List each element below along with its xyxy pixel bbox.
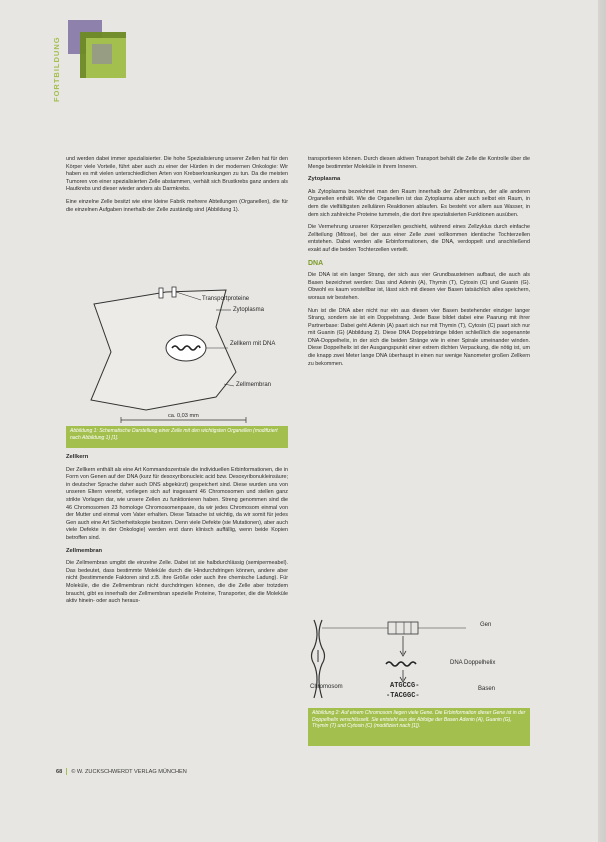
label-scale: ca. 0,03 mm [168, 413, 199, 419]
label-double-helix: DNA Doppelhelix [450, 660, 496, 666]
label-seq-top: ATGCCG- [390, 682, 420, 690]
figure-1-caption: Abbildung 1: Schematische Darstellung einer Zelle mit den wichtigsten Organellen (modifiziert nach Abbildung 1) [1]. [66, 426, 288, 448]
page-footer [56, 768, 187, 775]
label-cytoplasm: Zytoplasma [233, 307, 265, 313]
zellkern-text: Der Zellkern enthält als eine Art Kommandozentrale die individuellen Erbinformationen, die in Form von Genen auf der DNA (kurz für desoxyribonucleic acid bzw. Desoxyribonukleinsäure; in deutscher Sprache daher auch DNS abgekürzt) gespeichert sind. Diese wurden uns von unseren Eltern vererbt, vorliegen sich auf insgesamt 46 Chromosomen und stellen ganz strikte Vorlagen dar, wie unsere Zellen zu funktionieren haben. Streng genommen sind die 46 Chromosomen 23 homologe Chromosomenpaare, da wir jedes Chromosom einmal von der Mutter und einmal vom Vater erhalten. Diese Tatsache ist wichtig, da wir somit für jedes Gen auch eine Art Sicherheitskopie besitzen. Denn viele Defekte (sie Mutationen), aber auch viele Defekte in der Onkologie) werden erst dann klinisch auffällig, wenn beide Kopien betroffen sind. [66, 466, 288, 541]
figure-2 [308, 614, 530, 704]
left-column-lower [66, 454, 288, 611]
doppelstrang-text: Nun ist die DNA aber nicht nur ein aus diesen vier Basen bestehender einziger langer Strang, sondern sie ist ein Doppelstrang. Jede Base bildet dabei eine Paarung mit ihrer Partnerbase: Dabei geht Adenin (A) paart sich nur mit Thymin (T), Cytosin (C) paart sich nur mit Guanin (G) (Abbildung 2). Diese DNA Doppelstränge bilden schließlich die sogenannte DNA-Doppelhelix, in der sich die beiden Stränge wie in einer Spirale umeinander winden. Diese Doppelhelix ist der Ausgangspunkt einer extrem dichten Verpackung, die nötig ist, um die knapp zwei Meter lange DNA überhaupt in einen nur wenige Nanometer großen Zellkern zu bekommen. [308, 307, 530, 367]
label-chromosome: Chromosom [310, 684, 343, 690]
page-edge [598, 0, 606, 842]
dna-text: Die DNA ist ein langer Strang, der sich aus vier Grundbausteinen aufbaut, die auch als Basen bezeichnet werden: Das sind Adenin (A), Thymin (T), Cytosin (C) und Guanin (G). Obwohl es kaum vorstellbar ist, lässt sich mit diesen vier Basen tatsächlich alles speichern, woraus wir bestehen. [308, 272, 530, 301]
vermehrung-text: Die Vermehrung unserer Körperzellen geschieht, während eines Zellzyklus durch einfache Zellteilung (Mitose), bei der aus einer Zelle zwei vollkommen identische Tochterzellen entstehen. Dabei werden alle Erbinformationen, die DNA, verdoppelt und anschließend exakt auf die beiden Tochterzellen verteilt. [308, 224, 530, 253]
label-seq-bottom: -TACGGC- [386, 692, 420, 700]
zellmembran-heading: Zellmembran [66, 547, 103, 554]
zellkern-heading: Zellkern [66, 454, 89, 460]
label-membrane: Zellmembran [236, 382, 272, 388]
dna-heading: DNA [308, 259, 324, 267]
section-label: FORTBILDUNG [52, 36, 61, 102]
footer-divider [66, 768, 67, 775]
zytoplasma-text: Als Zytoplasma bezeichnet man den Raum innerhalb der Zellmembran, der alle anderen Organellen enthält. Wie die Organellen ist das Zytoplasma aber auch selbst ein Raum, in dem die vielfältigsten zellulären Reaktionen ablaufen. Es besteht vor allem aus Wasser, in dem sich zahlreiche Proteine tummeln, die dort ihre spezialisierten Funktionen ausüben. [308, 188, 530, 218]
transport-paragraph: transportieren können. Durch diesen aktiven Transport behält die Zelle die Kontrolle über die Menge bestimmter Moleküle in ihrem Inneren. [308, 156, 530, 170]
figure-1 [66, 272, 288, 424]
label-gene: Gen [480, 622, 492, 628]
zytoplasma-heading: Zytoplasma [308, 176, 341, 183]
cell-diagram [66, 272, 288, 424]
intro-paragraph: und werden dabei immer spezialisierter. Die hohe Spezialisierung unserer Zellen hat für den Körper viele Vorteile, führt aber auch zu einer der Hürden in der modernen Onkologie: Wir haben es mit vielen unterschiedlichen Arten von Krebserkrankungen zu tun. Da die meisten Tumoren von einer spezialisierten Zelle abstammen, verhält sich Brustkrebs ganz anders als Hautkrebs und dieser wieder anders als Darmkrebs. [66, 156, 288, 193]
label-bases: Basen [478, 686, 496, 692]
section-logo [68, 20, 128, 82]
dna-diagram [308, 614, 530, 704]
left-column [66, 156, 288, 219]
label-nucleus: Zellkern mit DNA [230, 341, 276, 347]
label-transporter: Transportproteine [202, 296, 250, 302]
page-number: 68 [56, 768, 63, 775]
publisher: © W. ZUCKSCHWERDT VERLAG MÜNCHEN [71, 768, 187, 775]
organelle-paragraph: Eine einzelne Zelle besitzt wie eine kleine Fabrik mehrere Abteilungen (Organellen), die für die einzelnen Aufgaben innerhalb der Zelle zuständig sind (Abbildung 1). [66, 198, 288, 213]
figure-2-caption: Abbildung 2: Auf einem Chromosom liegen viele Gene. Die Erbinformation dieser Gene ist in der Doppelhelix verschlüsselt. Sie entsteht aus der Abfolge der Basen Adenin (A), Guanin (G), Thymin (T) und Cytosin (C) (modifiziert nach [1]). [308, 708, 530, 746]
zellmembran-text: Die Zellmembran umgibt die einzelne Zelle. Dabei ist sie halbdurchlässig (semipermeabel). Das bedeutet, dass bestimmte Moleküle durch die Hindurchdringen können, andere aber nicht (bestimmende Faktoren sind z.B. ihre Größe oder auch ihre chemische Ladung). Für Moleküle, die die Zellmembran nicht durchdringen können, die die Zelle aber trotzdem braucht, gibt es innerhalb der Zellmembran spezielle Proteine, Transporter, die die Moleküle aktiv hinein- oder auch heraus- [66, 560, 288, 605]
right-column [308, 156, 530, 373]
